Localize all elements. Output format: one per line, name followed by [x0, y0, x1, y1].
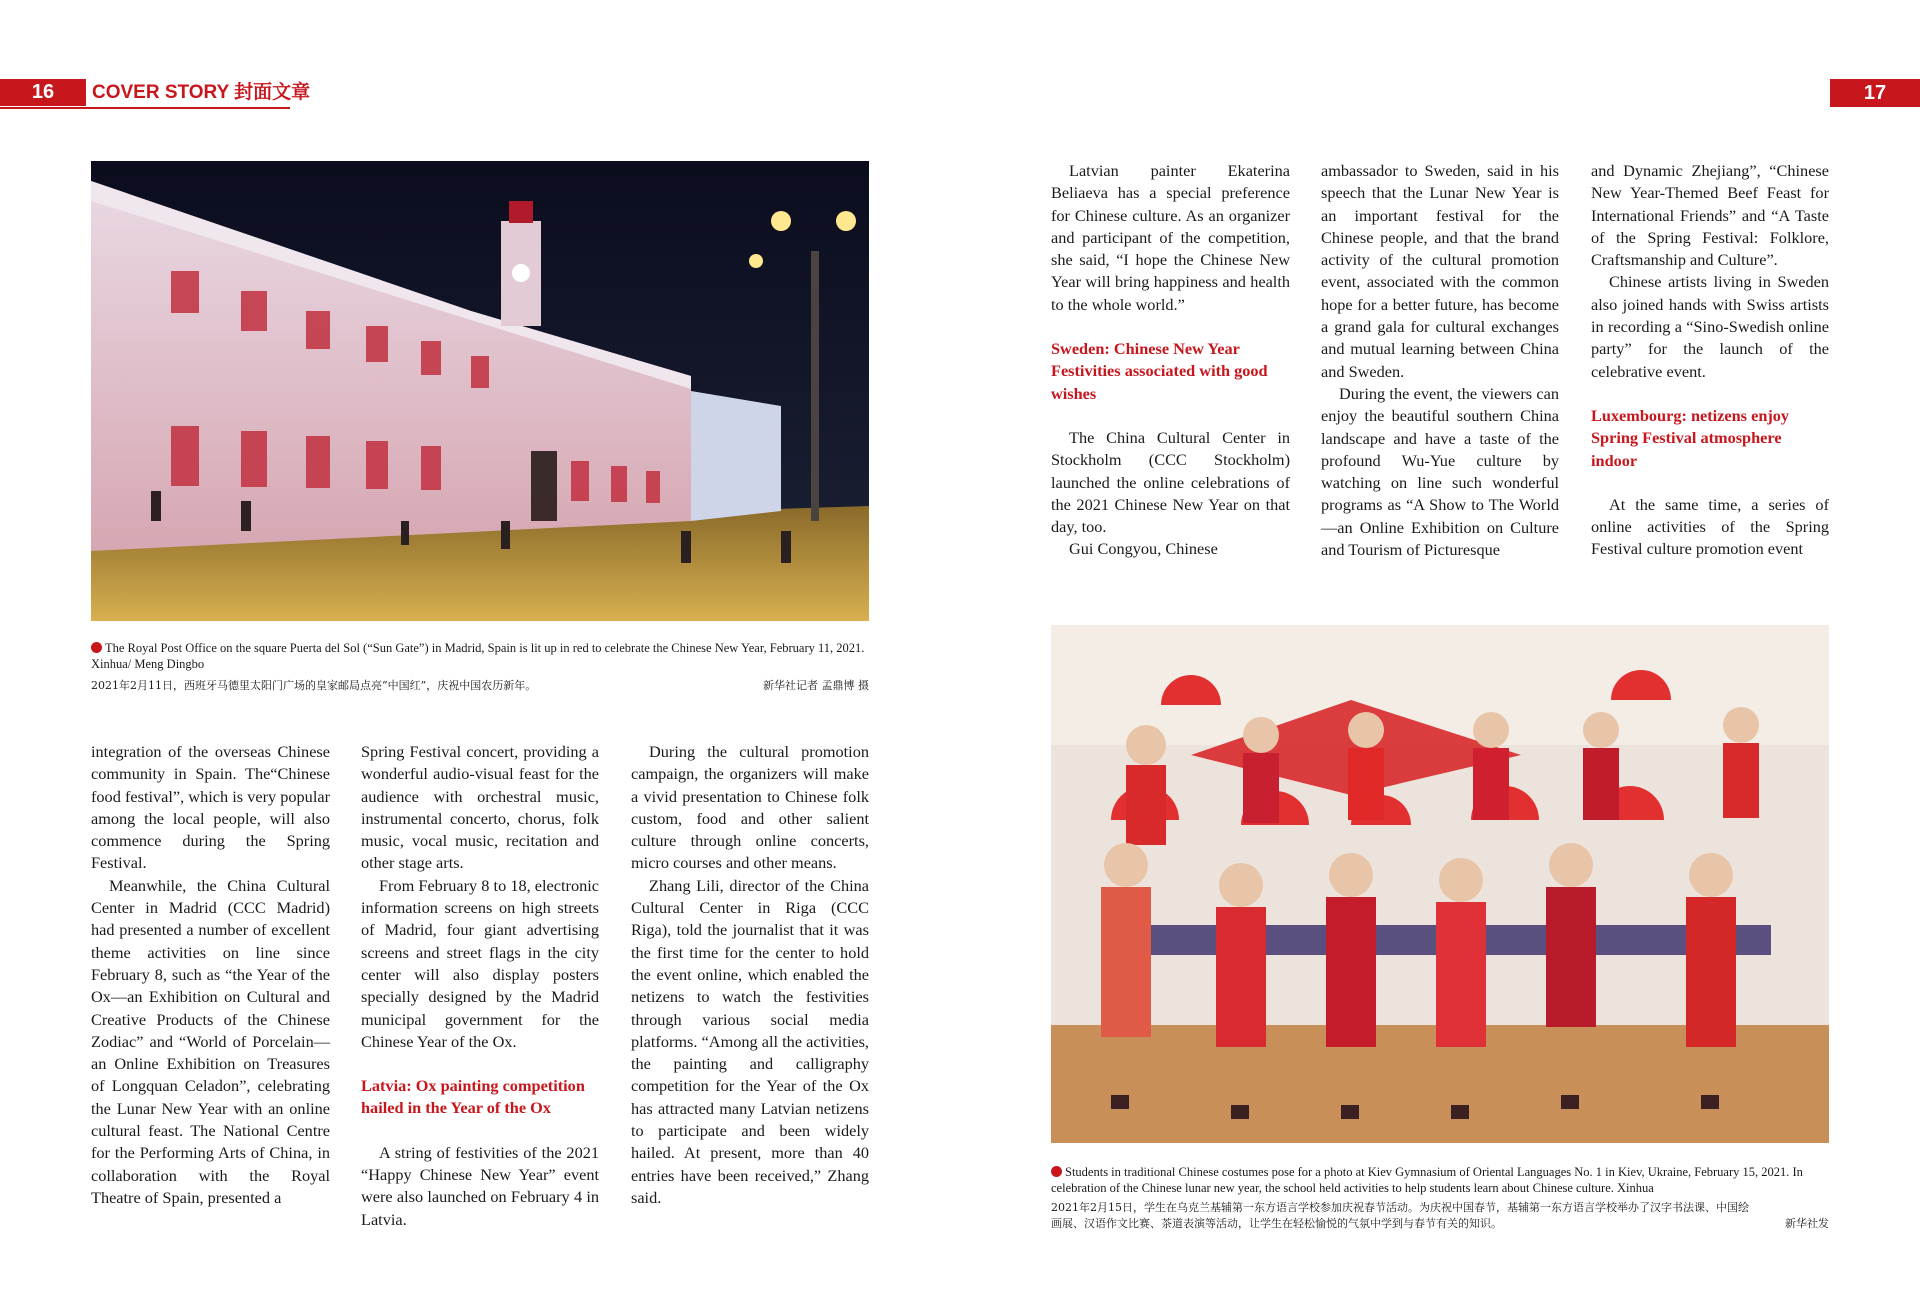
- kiev-caption-chinese: [1051, 1200, 1829, 1232]
- left-column-3: [631, 741, 869, 1209]
- subheading-latvia: Latvia: Ox painting competition hailed in the Year of the Ox: [361, 1076, 585, 1118]
- subheading-sweden: Sweden: Chinese New Year Festivities associated with good wishes: [1051, 339, 1268, 403]
- madrid-caption-text: The Royal Post Office on the square Puerta del Sol (“Sun Gate”) in Madrid, Spain is lit up in red to celebrate the Chinese New Year, February 11, 2021. Xinhua/ Meng Dingbo: [91, 641, 865, 671]
- left-column-2: [361, 741, 599, 1231]
- madrid-post-office-photo: [91, 161, 869, 621]
- section-title: COVER STORY 封面文章: [92, 82, 311, 103]
- paragraph: ambassador to Sweden, said in his speech that the Lunar New Year is an important festival for the Chinese people, and that the brand activity of the cultural promotion event, associated with the common hope for a better future, has become a grand gala for cultural exchanges and mutual learning between China and Sweden.: [1321, 161, 1559, 381]
- right-page-number: 17: [1830, 79, 1920, 107]
- kiev-caption-credit: 新华社发: [1785, 1217, 1829, 1230]
- madrid-caption-chinese: [91, 678, 869, 694]
- right-column-3: [1591, 160, 1829, 561]
- paragraph: Gui Congyou, Chinese: [1069, 539, 1218, 559]
- right-column-1: [1051, 160, 1290, 561]
- paragraph: From February 8 to 18, electronic information screens on high streets of Madrid, four giant advertising screens and street flags in the city center will also display posters specially designed by the Madrid municipal government for the Chinese Year of the Ox.: [361, 875, 599, 1051]
- paragraph: At the same time, a series of online activities of the Spring Festival culture promotion event: [1591, 494, 1829, 559]
- paragraph: Meanwhile, the China Cultural Center in Madrid (CCC Madrid) had presented a number of excellent theme activities on line since February 8, such as “the Year of the Ox—an Exhibition on Cultural and Creative Products of the Chinese Zodiac” and “World of Porcelain—an Online Exhibition on Treasures of Longquan Celadon”, celebrating the Lunar New Year with an online cultural feast. The National Centre for the Performing Arts of China, in collaboration with the Royal Theatre of Spain, presented a: [91, 875, 330, 1207]
- paragraph: Spring Festival concert, providing a wonderful audio-visual feast for the audience with orchestral music, instrumental concerto, chorus, folk music, vocal music, recitation and other stage arts.: [361, 742, 599, 873]
- kiev-students-photo: [1051, 625, 1829, 1143]
- paragraph: and Dynamic Zhejiang”, “Chinese New Year-Themed Beef Feast for International Friends” and “A Taste of the Spring Festival: Folklore, Craftsmanship and Culture”.: [1591, 161, 1829, 270]
- kiev-photo-caption: [1051, 1164, 1829, 1196]
- xinhua-logo-icon: [91, 642, 102, 653]
- paragraph: Latvian painter Ekaterina Beliaeva has a special preference for Chinese culture. As an organizer and participant of the competition, she said, “I hope the Chinese New Year will bring happiness and health to the whole world.”: [1051, 161, 1290, 314]
- madrid-caption-cn-text: 2021年2月11日，西班牙马德里太阳门广场的皇家邮局点亮“中国红”，庆祝中国农历新年。: [91, 679, 537, 692]
- subheading-luxembourg: Luxembourg: netizens enjoy Spring Festival atmosphere indoor: [1591, 405, 1790, 470]
- right-column-2: [1321, 160, 1559, 561]
- paragraph: A string of festivities of the 2021 “Happy Chinese New Year” event were also launched on February 4 in Latvia.: [361, 1142, 599, 1229]
- left-column-1: [91, 741, 330, 1209]
- paragraph: integration of the overseas Chinese community in Spain. The“Chinese food festival”, which is very popular among the local people, will also commence during the Spring Festival.: [91, 742, 330, 873]
- left-page-header: [0, 79, 311, 109]
- left-page-number: 16: [0, 79, 86, 106]
- xinhua-logo-icon: [1051, 1166, 1062, 1177]
- paragraph: During the event, the viewers can enjoy the beautiful southern China landscape and have a taste of the profound Wu-Yue culture by watching on line such wonderful programs as “A Show to The World—an Online Exhibition on Culture and Tourism of Picturesque: [1321, 383, 1559, 560]
- paragraph: The China Cultural Center in Stockholm (CCC Stockholm) launched the online celebrations of the 2021 Chinese New Year on that day, too.: [1051, 427, 1290, 537]
- paragraph: During the cultural promotion campaign, the organizers will make a vivid presentation to Chinese folk custom, food and other salient culture through online concerts, micro courses and other means.: [631, 742, 869, 873]
- paragraph: Zhang Lili, director of the China Cultural Center in Riga (CCC Riga), told the journalist that it was the first time for the center to hold the event online, which enabled the netizens to watch the festivities through various social media platforms. “Among all the activities, the painting and calligraphy competition for the Year of the Ox has attracted many Latvian netizens to participate and been widely hailed. At present, more than 40 entries have been received,” Zhang said.: [631, 875, 869, 1207]
- paragraph: Chinese artists living in Sweden also joined hands with Swiss artists in recording a “Sino-Swedish online party” for the launch of the celebrative event.: [1591, 272, 1829, 381]
- kiev-caption-text: Students in traditional Chinese costumes pose for a photo at Kiev Gymnasium of Oriental Languages No. 1 in Kiev, Ukraine, February 15, 2021. In celebration of the Chinese lunar new year, the school held activities to help students learn about Chinese culture. Xinhua: [1051, 1165, 1803, 1195]
- kiev-caption-cn-text: 2021年2月15日，学生在乌克兰基辅第一东方语言学校参加庆祝春节活动。为庆祝中国春节，基辅第一东方语言学校举办了汉字书法课、中国绘画展、汉语作文比赛、茶道表演等活动，让学生在轻松愉悦的气氛中学到与春节有关的知识。: [1051, 1201, 1749, 1230]
- madrid-caption-credit: 新华社记者 孟鼎博 摄: [763, 679, 869, 692]
- madrid-photo-caption: [91, 640, 869, 672]
